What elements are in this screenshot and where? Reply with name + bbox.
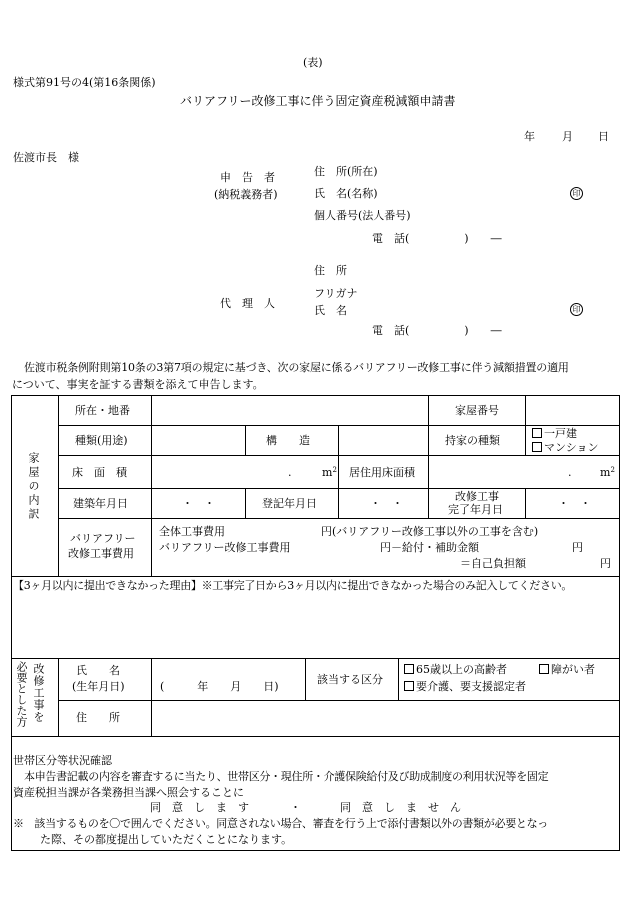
note-line-2: た際、その都度提出していただくことになります。 [40,833,293,846]
person-birth-field[interactable]: ( 年 月 日) [160,680,279,693]
cost-label-1: バリアフリー [70,532,136,545]
subsidy-label: 円－給付・補助金額 [380,541,479,554]
page-side-label: (表) [303,56,323,69]
applicant-number-label: 個人番号(法人番号) [314,209,411,222]
type-label: 種類(用途) [75,434,128,447]
total-cost-label: 全体工事費用 [159,525,225,538]
addressee: 佐渡市長 様 [13,151,79,164]
location-label: 所在・地番 [75,404,130,417]
floor-area-label: 床 面 積 [72,466,127,479]
note-line-1: ※ 該当するものを〇で囲んでください。同意されない場合、審査を行う上で添付書類以外の書類が必要となっ [13,817,548,830]
person-section-label-1: 改修工事を [32,663,45,723]
house-number-field[interactable] [527,401,617,423]
category-disabled[interactable]: 障がい者 [539,664,595,675]
checkbox-icon[interactable] [539,664,549,674]
agent-seal-icon: 印 [570,303,583,316]
checkbox-icon[interactable] [404,681,414,691]
owner-type-label: 持家の種類 [445,434,500,447]
house-number-label: 家屋番号 [455,404,499,417]
applicant-role-sub: (納税義務者) [214,188,278,201]
checkbox-icon[interactable] [532,442,542,452]
agent-tel-label: 電 話( ) ― [372,324,502,337]
household-check-line-2: 資産税担当課が各業務担当課へ照会することに [13,786,244,799]
total-cost-note: 円(バリアフリー改修工事以外の工事を含む) [321,525,539,538]
form-number: 様式第91号の4(第16条関係) [13,76,156,89]
subsidy-yen: 円 [572,541,583,554]
agree-option[interactable]: 同 意 し ま す [150,801,249,814]
cost-label-2: 改修工事費用 [68,547,134,560]
owner-type-mansion[interactable]: マンション [532,442,599,453]
floor-area-decimal: . [288,466,292,479]
intro-line-1: 佐渡市税条例附則第10条の3第7項の規定に基づき、次の家屋に係るバリアフリー改修工事に伴う減額措置の適用 [24,361,569,374]
agent-address-label: 住 所 [314,264,347,277]
agent-furigana-label: フリガナ [314,287,358,300]
structure-label: 構 造 [266,434,310,447]
living-area-unit: $m^2$ [600,466,615,479]
person-birth-label: (生年月日) [72,680,125,693]
living-area-decimal: . [568,466,572,479]
category-care[interactable]: 要介護、要支援認定者 [404,681,526,692]
date-year: 年 [524,130,535,143]
self-burden-yen: 円 [600,557,611,570]
category-elderly[interactable]: 65歳以上の高齢者 [404,664,507,675]
completion-date-field[interactable]: ・ ・ [558,497,591,510]
location-field[interactable] [152,401,427,423]
person-address-label: 住 所 [76,711,120,724]
disagree-option[interactable]: 同 意 し ま せ ん [340,801,461,814]
checkbox-icon[interactable] [532,428,542,438]
built-date-field[interactable]: ・ ・ [182,497,215,510]
person-name-label: 氏 名 [76,664,120,677]
page-title: バリアフリー改修工事に伴う固定資産税減額申請書 [180,94,456,108]
floor-area-unit: $m^2$ [322,466,337,479]
completion-date-label-2: 完了年月日 [448,503,503,516]
completion-date-label-1: 改修工事 [455,490,499,503]
option-separator: ・ [290,801,301,814]
living-area-label: 居住用床面積 [349,466,415,479]
date-day: 日 [598,130,609,143]
date-month: 月 [562,130,573,143]
late-reason-field[interactable] [14,597,616,655]
applicant-seal-icon: 印 [570,187,583,200]
checkbox-icon[interactable] [404,664,414,674]
household-check-title: 世帯区分等状況確認 [13,754,112,767]
bf-cost-label: バリアフリー改修工事費用 [159,541,291,554]
built-date-label: 建築年月日 [73,497,128,510]
owner-type-single[interactable]: 一戸建 [532,428,577,439]
applicant-name-label: 氏 名(名称) [314,187,378,200]
person-section-label-2: 必要とした方 [15,661,28,727]
agent-role: 代 理 人 [220,297,275,310]
agent-name-label: 氏 名 [314,304,347,317]
person-address-field[interactable] [153,703,617,733]
category-label: 該当する区分 [317,673,383,686]
applicant-address-label: 住 所(所在) [314,165,378,178]
late-reason-label: 【3ヶ月以内に提出できなかった理由】※工事完了日から3ヶ月以内に提出できなかった場合のみ記入してください。 [13,579,573,592]
applicant-tel-label: 電 話( ) ― [372,232,502,245]
house-section-label: 家屋の内訳 [27,452,40,522]
applicant-role: 申 告 者 [220,171,275,184]
registered-date-label: 登記年月日 [262,497,317,510]
household-check-line-1: 本申告書記載の内容を審査するに当たり、世帯区分・現住所・介護保険給付及び助成制度の利用状況等を固定 [24,770,549,783]
self-burden-label: ＝自己負担額 [460,557,526,570]
registered-date-field[interactable]: ・ ・ [370,497,403,510]
intro-line-2: について、事実を証する書類を添えて申告します。 [12,378,264,391]
